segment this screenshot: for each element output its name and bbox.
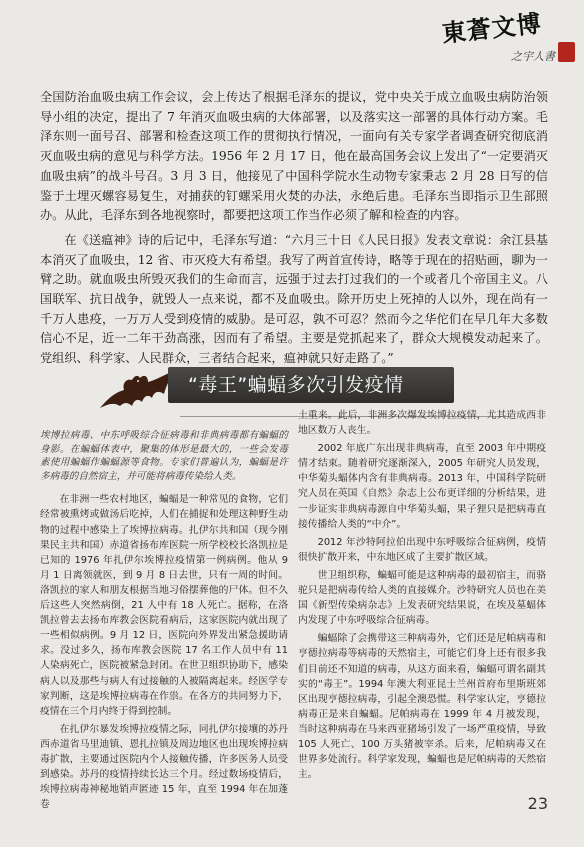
article-paragraph: 土重来。此后，非洲多次爆发埃博拉疫情，尤其造成西非地区数万人丧生。	[298, 410, 546, 437]
section-title: “毒王”蝙蝠多次引发疫情	[188, 374, 404, 396]
intro-text	[40, 88, 548, 374]
page-number: 23	[527, 794, 548, 813]
seal-icon	[558, 42, 575, 62]
masthead-signature: 之宇人書	[511, 50, 555, 63]
masthead-calligraphy: 東蒼文博	[440, 8, 544, 48]
article-paragraph: 2002 年底广东出现非典病毒，直至 2003 年中期疫情才结束。随着研究逐渐深入，2005 年研究人员发现，中华菊头蝠体内含有非典病毒。2013 年，中国科学院研究人员在英国《自然》杂志上公布更详细的分析结果，进一步证实非典病毒源自中华菊头蝠，果子狸只是把病毒直接传播给人类的“中介”。	[298, 443, 546, 530]
column-masthead	[440, 8, 575, 70]
article-paragraph: 在扎伊尔暴发埃博拉疫情之际，同扎伊尔接壤的苏丹西赤道省马里迪镇、恩扎拉镇及周边地区也出现埃博拉病毒扩散，主要通过医院内个人接触传播，许多医务人员受到感染。苏丹的疫情持续长达三个月。经过数场疫情后，埃博拉病毒神秘地销声匿迹 15 年，直至 1994 年在加蓬卷	[40, 723, 288, 811]
section-banner	[168, 367, 454, 403]
article-column-left	[40, 429, 288, 815]
article-paragraph: 在非洲一些农村地区，蝙蝠是一种常见的食物，它们经常被熏烤或做汤后吃掉，人们在捕捉和处理这种野生动物的过程中感染上了埃博拉病毒。扎伊尔共和国（现今刚果民主共和国）赤道省扬布库医院一所学校校长洛凯拉是已知的 1976 年扎伊尔埃博拉疫情第一例病例。他从 9 月 1 日离领就医，到 9 月 8 日去世，只有一周的时间。洛凯拉的家人和朋友根据当地习俗摆葬他的尸体。但不久后这些人突然病倒，21 人中有 18 人死亡。据称，在洛凯拉曾去去扬布库教会医院看病后，这家医院内就出现了一些相似病例。9 月 12 日，医院向外界发出紧急援助请求。没过多久，扬布库教会医院 17 名工作人员中有 11 人染病死亡，医院被紧急封闭。在世卫组织协助下，感染病人以及那些与病人有过接触的人被隔离起来。经医学专家判断，这是埃博拉病毒在作祟。在各方的共同努力下，疫情在三个月内终于得到控制。	[40, 494, 288, 717]
intro-paragraph: 在《送瘟神》诗的后记中，毛泽东写道：“六月三十日《人民日报》发表文章说：余江县基本消灭了血吸虫，12 省、市灭疫大有希望。我写了两首宣传诗，略等于现在的招贴画，聊为一臂之助。就血吸虫所毁灭我们的生命而言，远强于过去打过我们的一个或者几个帝国主义。八国联军、抗日战争，就毁人一点来说，都不及血吸虫。除开历史上死掉的人以外，现在尚有一千万人患疫，一万万人受到疫情的威胁。是可忍，孰不可忍？然而今之华佗们在早几年大多数信心不足，近一二年干劲高涨，因而有了希望。主要是党抓起来了，群众大规模发动起来了。党组织、科学家、人民群众，三者结合起来，瘟神就只好走路了。”	[40, 232, 548, 366]
bat-icon	[98, 368, 178, 414]
article-paragraph: 蝙蝠除了会携带这三种病毒外，它们还是尼帕病毒和亨德拉病毒等病毒的天然宿主，可能它们身上还有很多我们目前还不知道的病毒，从这方面来看，蝙蝠可谓名副其实的“毒王”。1994 年澳大利亚昆士兰州首府布里斯班郊区出现亨德拉病毒，引起全澳恐慌。科学家认定，亨德拉病毒正是来自蝙蝠。尼帕病毒在 1999 年 4 月被发现，当时这种病毒在马来西亚猪场引发了一场严重疫情，导致 105 人死亡、100 万头猪被宰杀。后来，尼帕病毒又在世界多处流行。科学家发现，蝙蝠也是尼帕病毒的天然宿主。	[298, 633, 546, 781]
intro-paragraph: 全国防治血吸虫病工作会议，会上传达了根据毛泽东的提议，党中央关于成立血吸虫病防治领导小组的决定，提出了 7 年消灭血吸虫病的大体部署，以及落实这一部署的具体行动方案。毛泽东则一面号召、部署和检查这项工作的贯彻执行情况，一面向有关专家学者调查研究彻底消灭血吸虫病的意见与科学方法。1956 年 2 月 17 日，他在最高国务会议上发出了“一定要消灭血吸虫病”的战斗号召。3 月 3 日，他接见了中国科学院水生动物专家秉志 2 月 28 日写的信 鉴于土埋灭螺容易复生，对捕获的钉螺采用火焚的办法，永绝后患。毛泽东当即指示卫生部照办。从此，毛泽东到各地视察时，都要把这项工作当作必须了解和检查的内容。	[40, 90, 548, 223]
article-paragraph: 世卫组织称，蝙蝠可能是这种病毒的最初宿主，而骆驼只是把病毒传给人类的直接媒介。沙特研究人员也在美国《新型传染病杂志》上发表研究结果说，在埃及墓蝠体内发现了中东呼吸综合征病毒。	[298, 569, 546, 627]
article-lead: 埃博拉病毒、中东呼吸综合征病毒和非典病毒都有蝙蝠的身影。在蝙蝠体表中，聚集的体形是最大的，一些会发毒素使用蝙蝠作蝙蝠源等食物。专家们普遍认为，蝙蝠是许多病毒的自然宿主，并可能将病毒传染给人类。	[40, 430, 288, 482]
article-column-right	[298, 408, 546, 785]
article-paragraph: 2012 年沙特阿拉伯出现中东呼吸综合征病例，疫情很快扩散开来，中东地区成了主要扩散区域。	[298, 536, 546, 563]
